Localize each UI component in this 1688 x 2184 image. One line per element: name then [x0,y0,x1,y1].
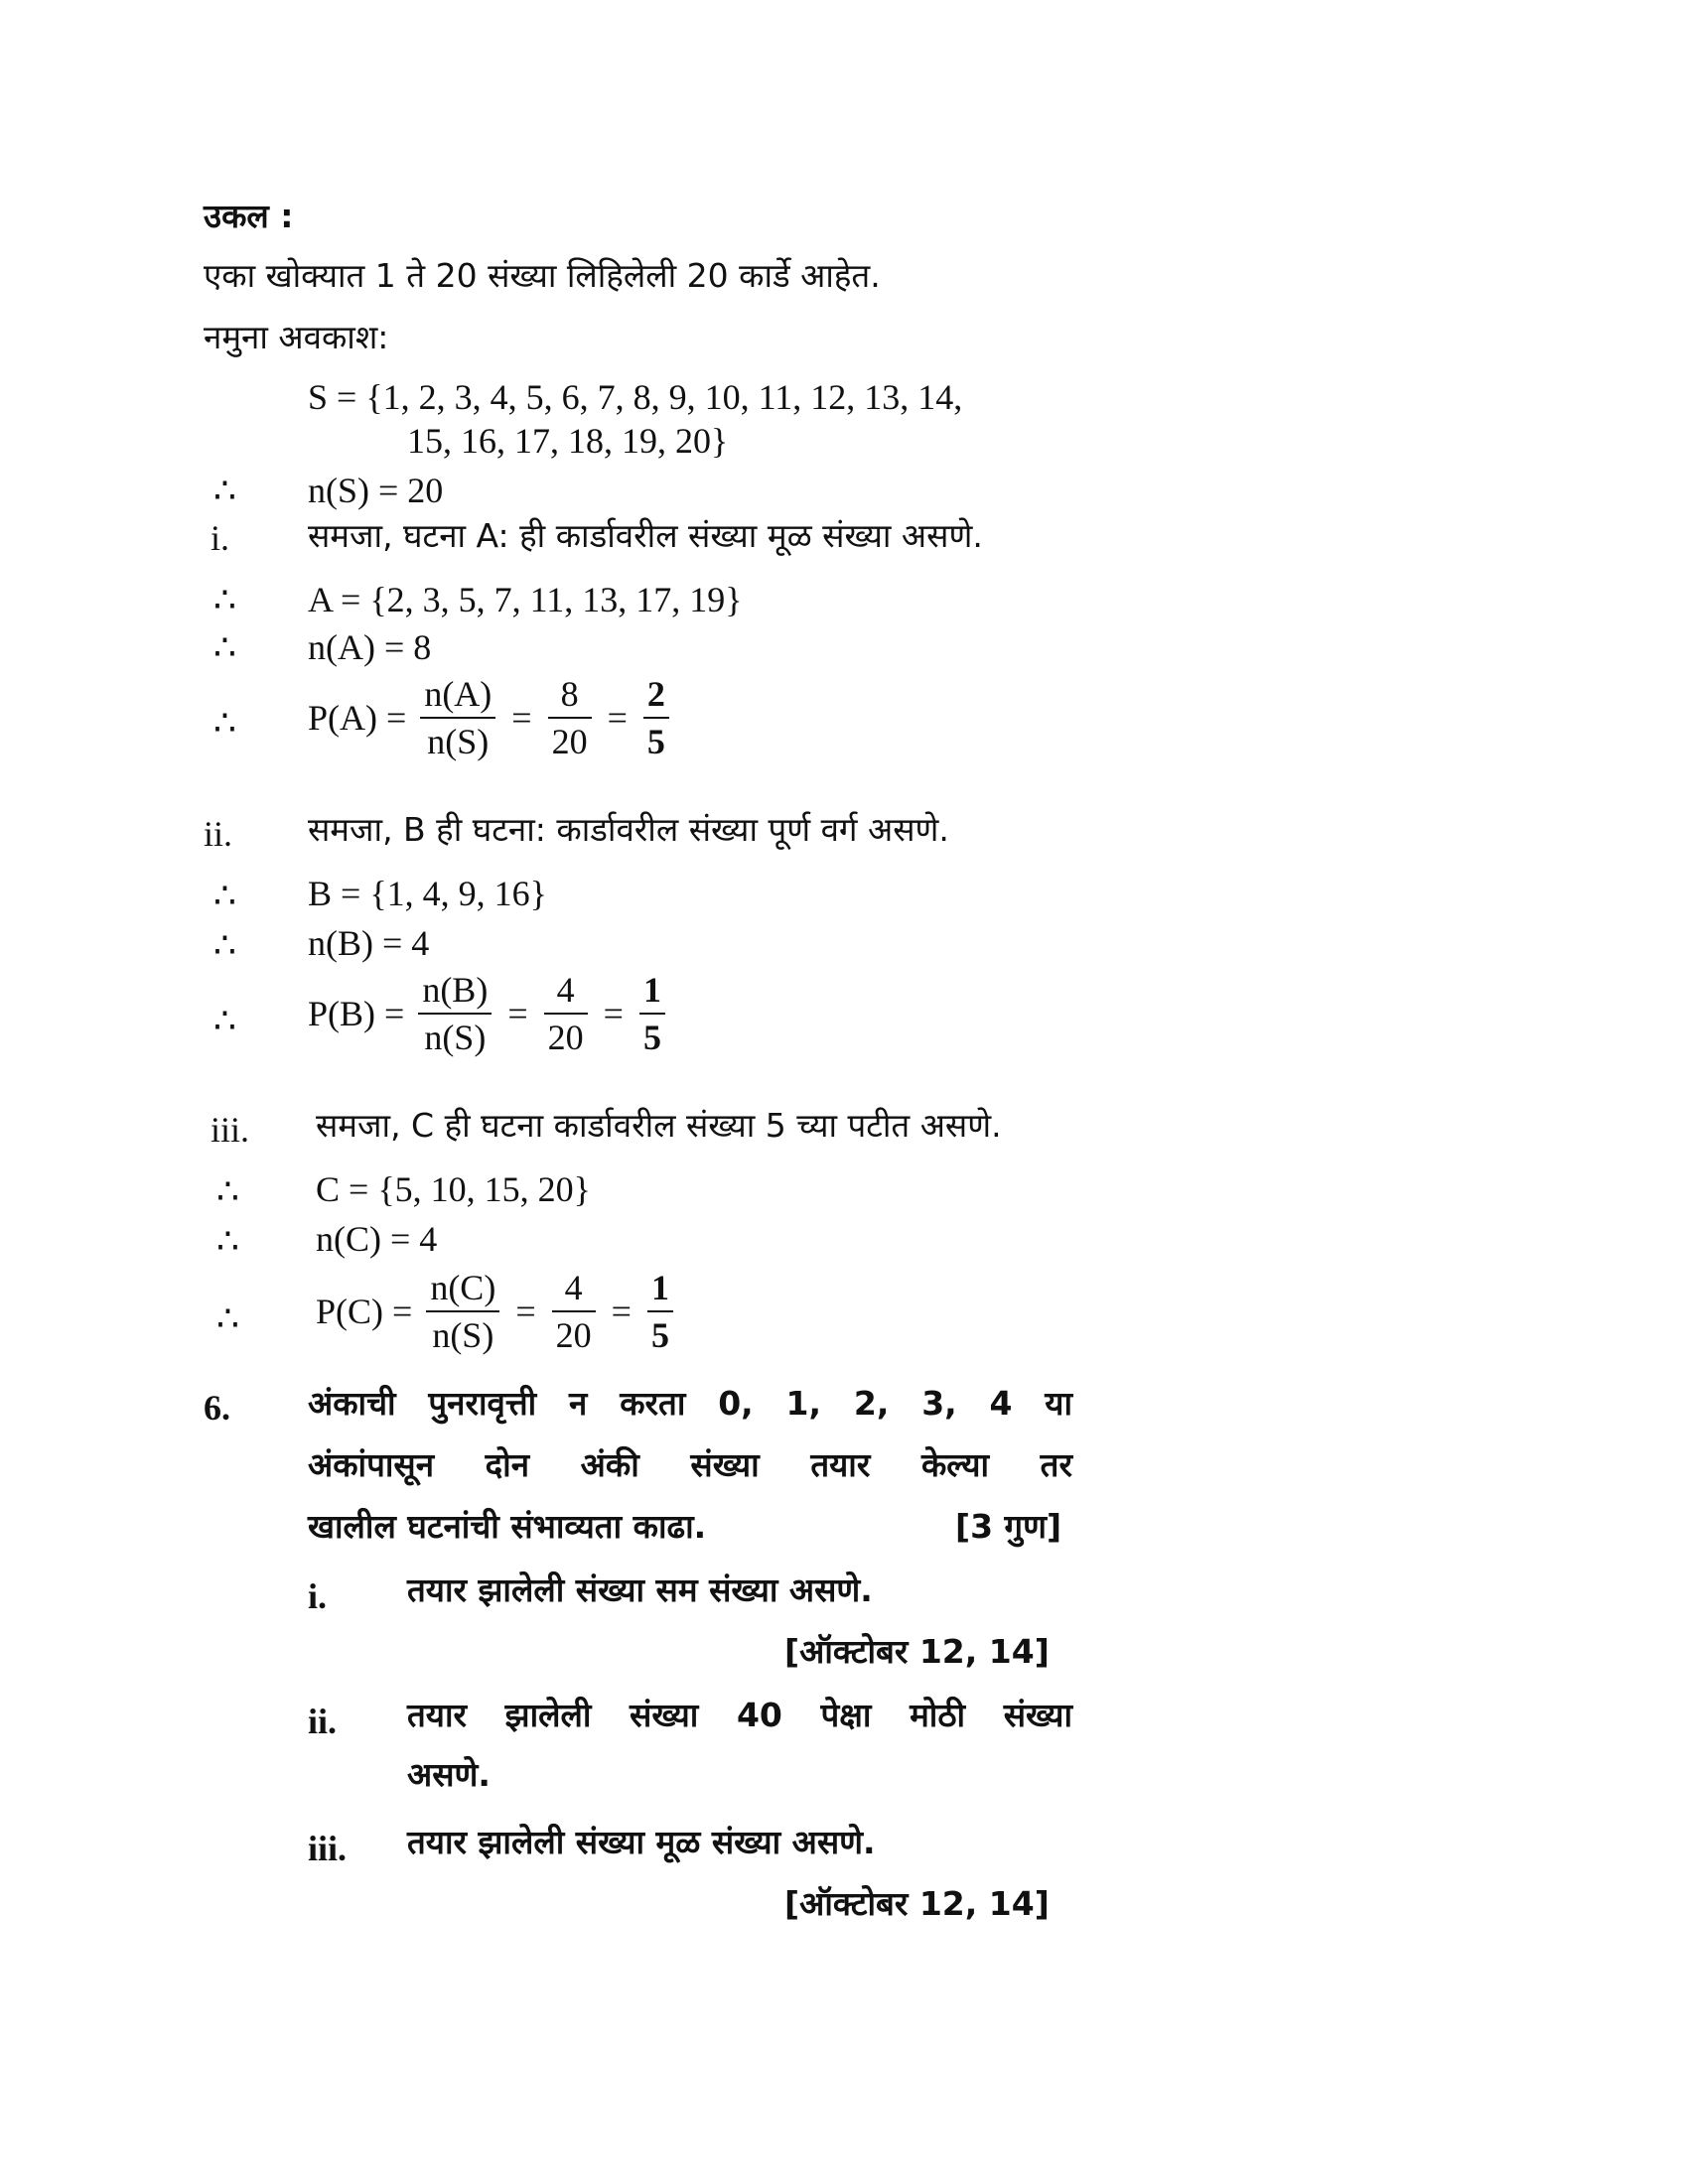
denominator: 20 [551,722,588,761]
part-statement: समजा, घटना A: ही कार्डावरील संख्या मूळ संख्या असणे. [308,516,983,555]
event-count: n(B) = 4 [308,923,430,963]
equals-sign: = [515,1292,536,1331]
therefore-symbol: ∴ [216,1221,239,1261]
therefore-symbol: ∴ [213,876,236,915]
therefore-symbol: ∴ [213,471,236,510]
question-line: अंकाची पुनरावृत्ती न करता 0, 1, 2, 3, 4 या [308,1384,1072,1423]
intro-text: एका खोक्यात 1 ते 20 संख्या लिहिलेली 20 कार्डे आहेत. [204,256,881,295]
numerator: 8 [548,671,592,719]
numerator: n(B) [418,967,492,1015]
numerator: 1 [639,967,665,1015]
subpart-text: तयार झालेली संख्या मूळ संख्या असणे. [407,1823,876,1861]
sample-space-label: नमुना अवकाश: [204,318,389,356]
therefore-symbol: ∴ [213,925,236,965]
prob-lhs: P(A) = [308,698,407,738]
therefore-symbol: ∴ [213,627,236,667]
denominator: 20 [547,1018,584,1057]
question-line: खालील घटनांची संभाव्यता काढा. [308,1507,707,1546]
denominator: n(S) [427,722,490,761]
numerator: n(A) [420,671,495,719]
fraction-result [639,967,665,1060]
event-count: n(C) = 4 [316,1219,438,1259]
probability-equation [308,671,679,764]
subpart-text: तयार झालेली संख्या सम संख्या असणे. [407,1570,873,1609]
numerator: n(C) [426,1265,499,1312]
therefore-symbol: ∴ [213,1001,236,1040]
subpart-label: ii. [308,1702,338,1741]
solution-heading: उकल : [204,197,294,235]
numerator: 1 [647,1265,673,1312]
probability-equation [316,1265,683,1358]
denominator: 20 [555,1315,592,1355]
therefore-symbol: ∴ [216,1171,239,1211]
denominator: n(S) [432,1315,494,1355]
part-label: i. [211,518,230,558]
subpart-text: तयार झालेली संख्या 40 पेक्षा मोठी संख्या [407,1696,1072,1734]
event-count: n(A) = 8 [308,627,432,667]
therefore-symbol: ∴ [213,580,236,619]
fraction-result [647,1265,673,1358]
denominator: n(S) [424,1018,487,1057]
fraction [548,671,592,764]
equals-sign: = [607,698,628,738]
event-set: A = {2, 3, 5, 7, 11, 13, 17, 19} [308,580,743,619]
question-line: अंकांपासून दोन अंकी संख्या तयार केल्या तर [308,1445,1072,1484]
numerator: 4 [552,1265,596,1312]
prob-lhs: P(C) = [316,1292,413,1331]
numerator: 2 [643,671,669,719]
sample-space-line2: 15, 16, 17, 18, 19, 20} [407,421,729,461]
fraction [420,671,495,764]
fraction [426,1265,499,1358]
part-statement: समजा, B ही घटना: कार्डावरील संख्या पूर्ण वर्ग असणे. [308,810,949,849]
equals-sign: = [603,994,624,1033]
part-label: ii. [204,814,233,854]
prob-lhs: P(B) = [308,994,405,1033]
part-label: iii. [211,1110,250,1150]
event-set: B = {1, 4, 9, 16} [308,874,547,913]
subpart-label: iii. [308,1829,348,1868]
fraction [552,1265,596,1358]
denominator: 5 [642,1018,661,1057]
event-set: C = {5, 10, 15, 20} [316,1169,591,1209]
fraction-result [643,671,669,764]
sample-space-line1: S = {1, 2, 3, 4, 5, 6, 7, 8, 9, 10, 11, 12, 13, 14, [308,377,963,417]
fraction [418,967,492,1060]
equals-sign: = [511,698,532,738]
denominator: 5 [650,1315,669,1355]
probability-equation [308,967,675,1060]
equals-sign: = [507,994,528,1033]
numerator: 4 [544,967,588,1015]
therefore-symbol: ∴ [216,1298,239,1338]
therefore-symbol: ∴ [213,703,236,743]
sample-space-count: n(S) = 20 [308,471,444,510]
part-statement: समजा, C ही घटना कार्डावरील संख्या 5 च्या पटीत असणे. [316,1106,1002,1145]
exam-reference: [ऑक्टोबर 12, 14] [784,1884,1050,1923]
marks-badge: [3 गुण] [955,1507,1062,1546]
denominator: 5 [646,722,665,761]
question-number: 6. [204,1388,230,1428]
fraction [544,967,588,1060]
subpart-text-cont: असणे. [407,1755,491,1794]
equals-sign: = [611,1292,632,1331]
subpart-label: i. [308,1576,328,1616]
exam-reference: [ऑक्टोबर 12, 14] [784,1632,1050,1671]
